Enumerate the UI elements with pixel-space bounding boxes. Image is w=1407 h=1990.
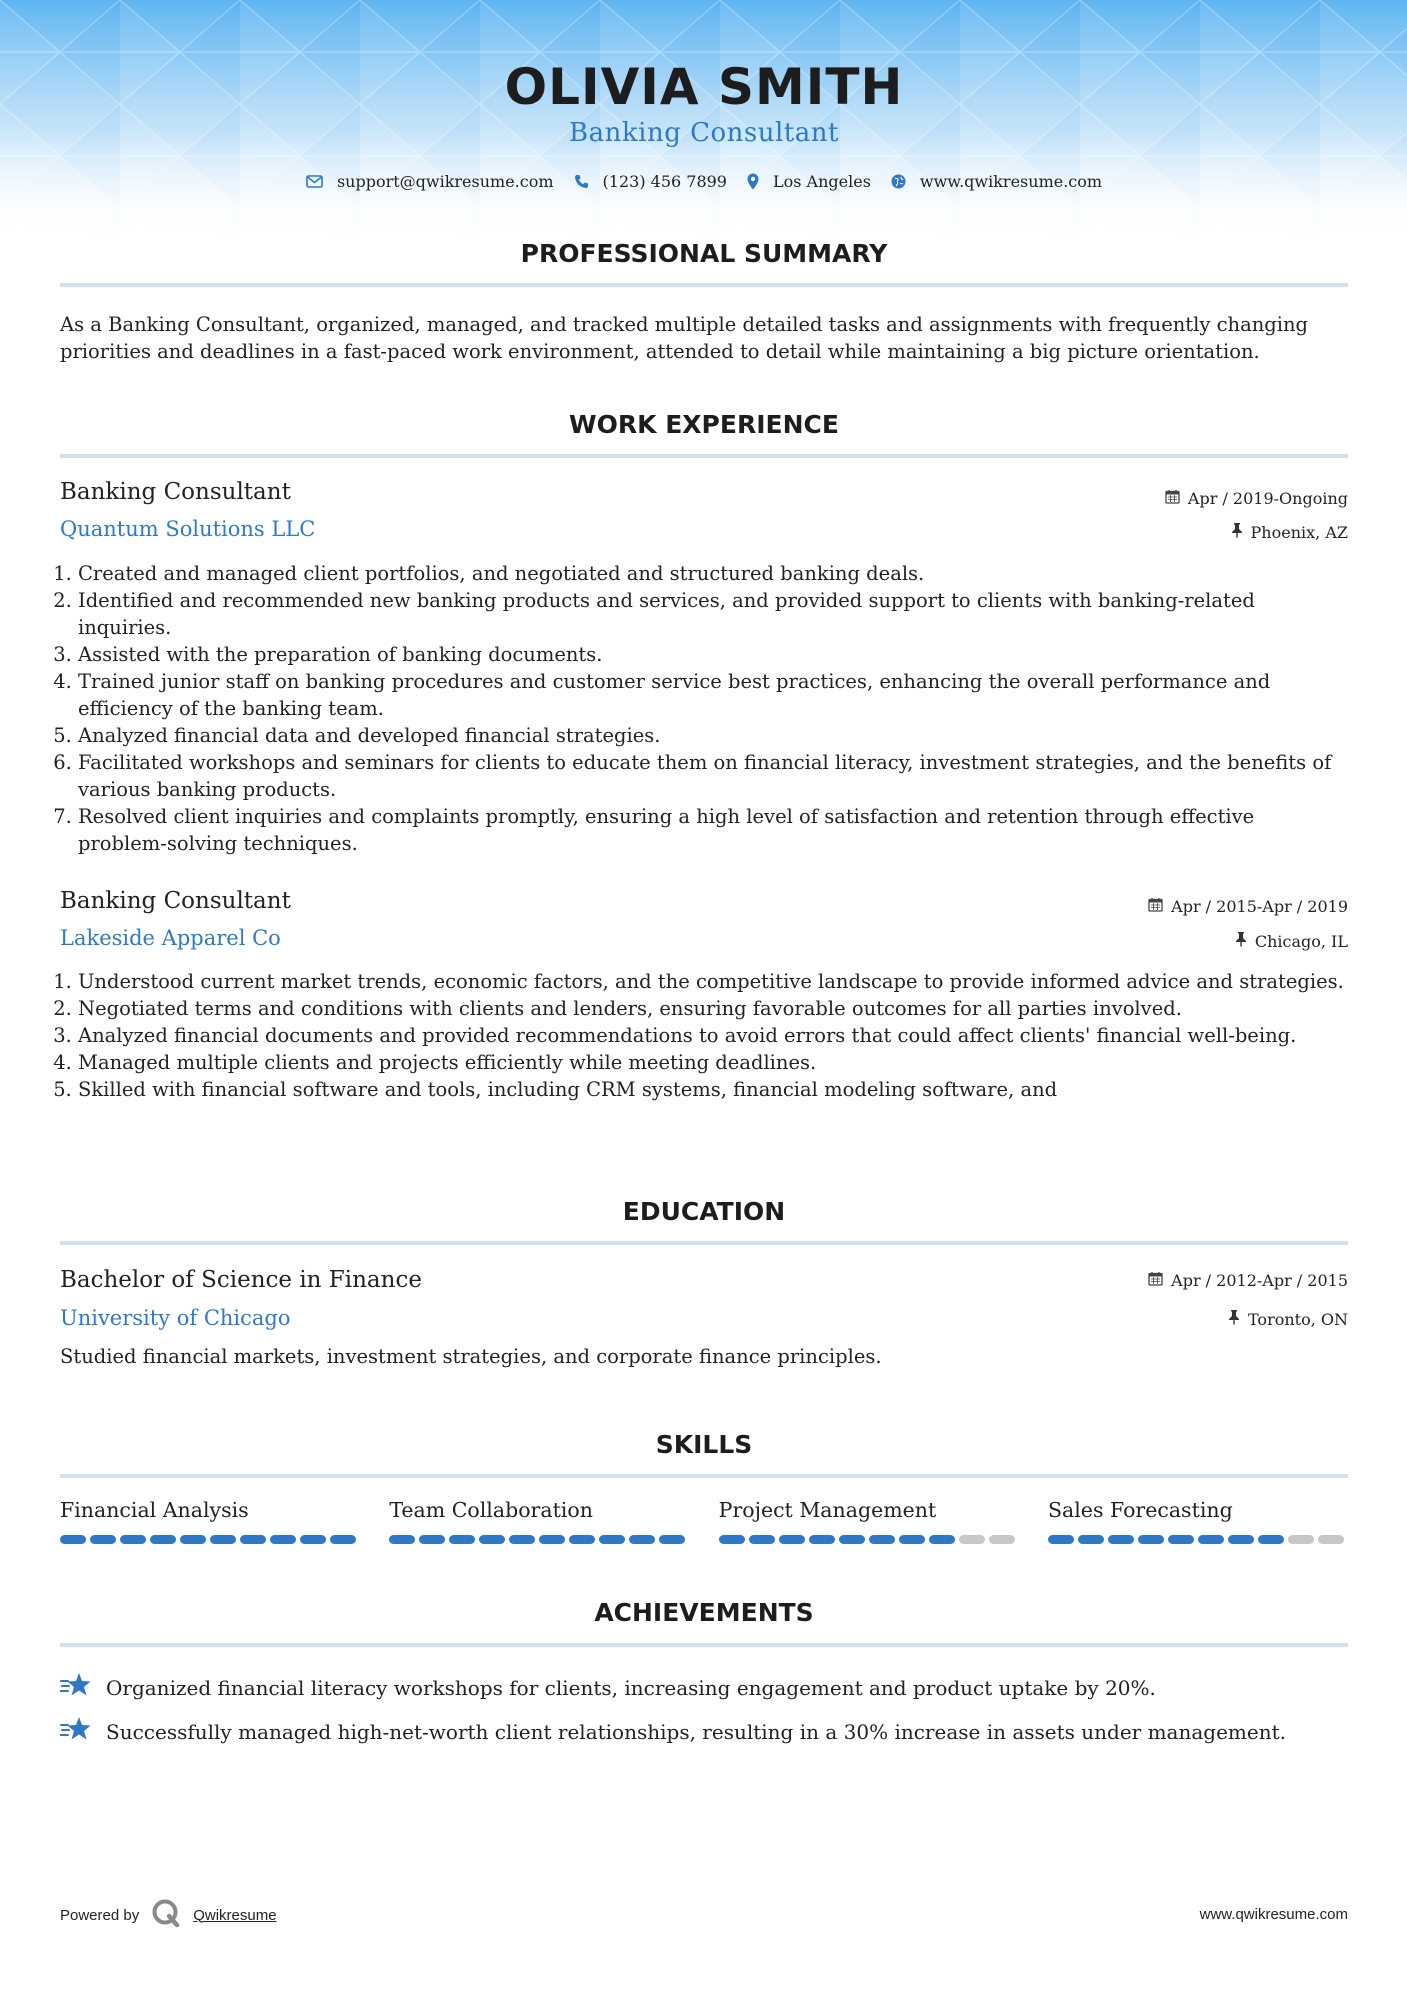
powered-by-label: Powered by — [60, 1906, 140, 1924]
job-2-bullet: 3. Analyzed financial documents and provided recommendations to avoid errors that could affect clients' financial well-being. — [78, 1022, 1348, 1049]
job-2-location-text: Chicago, IL — [1254, 931, 1348, 951]
pushpin-icon — [1228, 1309, 1240, 1329]
job-1-bullet: 1. Created and managed client portfolios, and negotiated and structured banking deals. — [78, 560, 1348, 587]
education-degree: Bachelor of Science in Finance — [60, 1267, 422, 1293]
contact-phone[interactable] — [574, 172, 727, 191]
job-1-bullet: 7. Resolved client inquiries and complaints promptly, ensuring a high level of satisfaction and retention through effective problem-solving techniques. — [78, 803, 1348, 857]
skill-dot-filled — [1228, 1535, 1254, 1544]
job-2-bullet: 2. Negotiated terms and conditions with clients and lenders, ensuring favorable outcomes for all parties involved. — [78, 995, 1348, 1022]
globe-icon — [891, 174, 906, 189]
job-2-title: Banking Consultant — [60, 888, 291, 914]
skill-dot-filled — [330, 1535, 356, 1544]
job-2-bullet: 1. Understood current market trends, economic factors, and the competitive landscape to provide informed advice and strategies. — [78, 968, 1348, 995]
summary-heading: PROFESSIONAL SUMMARY — [520, 239, 888, 268]
job-1-bullet: 2. Identified and recommended new banking products and services, and provided support to clients with banking-related inquiries. — [78, 587, 1348, 641]
skill-dot-empty — [989, 1535, 1015, 1544]
job-1-dates-text: Apr / 2019-Ongoing — [1187, 489, 1348, 508]
skill-name: Financial Analysis — [60, 1498, 249, 1522]
skill-dot-filled — [449, 1535, 475, 1544]
skill-dot-filled — [240, 1535, 266, 1544]
skill-dot-filled — [120, 1535, 146, 1544]
job-1-company: Quantum Solutions LLC — [60, 517, 316, 541]
skill-rating — [389, 1535, 689, 1544]
experience-heading: WORK EXPERIENCE — [569, 410, 839, 439]
skill-name: Team Collaboration — [389, 1498, 593, 1522]
experience-divider — [60, 454, 1348, 458]
education-location — [1228, 1309, 1348, 1329]
qwikresume-logo-icon — [151, 1898, 181, 1932]
education-heading: EDUCATION — [622, 1197, 786, 1226]
skill-dot-filled — [389, 1535, 415, 1544]
job-1-location — [1231, 522, 1348, 542]
pushpin-icon — [1235, 931, 1247, 951]
star-icon — [60, 1716, 92, 1747]
skill-rating — [719, 1535, 1019, 1544]
job-1-bullet: 4. Trained junior staff on banking procedures and customer service best practices, enhancing the overall performance and efficiency of the banking team. — [78, 668, 1348, 722]
skill-dot-empty — [1318, 1535, 1344, 1544]
skill-dot-filled — [719, 1535, 745, 1544]
skill-dot-filled — [90, 1535, 116, 1544]
calendar-icon — [1148, 1271, 1163, 1290]
skill-dot-filled — [659, 1535, 685, 1544]
footer-powered-by — [60, 1898, 277, 1932]
skill-dot-filled — [1198, 1535, 1224, 1544]
skill-dot-filled — [809, 1535, 835, 1544]
contact-bar — [60, 172, 1348, 191]
skills-heading: SKILLS — [655, 1430, 753, 1459]
star-icon — [60, 1672, 92, 1703]
skill-dot-empty — [1288, 1535, 1314, 1544]
education-description: Studied financial markets, investment strategies, and corporate finance principles. — [60, 1345, 882, 1368]
skill-dot-filled — [1168, 1535, 1194, 1544]
skill-dot-filled — [599, 1535, 625, 1544]
map-pin-icon — [747, 173, 759, 190]
skill-dot-filled — [1048, 1535, 1074, 1544]
education-location-text: Toronto, ON — [1248, 1309, 1348, 1329]
achievement-text: Organized financial literacy workshops for clients, increasing engagement and product uptake by 20%. — [106, 1675, 1156, 1700]
summary-divider — [60, 283, 1348, 287]
achievement-text: Successfully managed high-net-worth client relationships, resulting in a 30% increase in assets under management. — [106, 1719, 1286, 1744]
achievement-item — [60, 1672, 1156, 1703]
contact-location-text: Los Angeles — [772, 172, 871, 191]
skill-dot-empty — [959, 1535, 985, 1544]
skill-dot-filled — [779, 1535, 805, 1544]
skill-dot-filled — [569, 1535, 595, 1544]
calendar-icon — [1165, 489, 1180, 508]
job-2-bullet: 5. Skilled with financial software and tools, including CRM systems, financial modeling software, and — [78, 1076, 1348, 1103]
skills-list — [60, 1498, 1348, 1544]
job-2-company: Lakeside Apparel Co — [60, 926, 281, 950]
job-2-bullets — [60, 968, 1348, 1103]
footer-website[interactable]: www.qwikresume.com — [1199, 1906, 1348, 1923]
phone-icon — [574, 174, 589, 189]
candidate-name: OLIVIA SMITH — [504, 58, 904, 116]
skill-dot-filled — [60, 1535, 86, 1544]
pushpin-icon — [1231, 522, 1243, 542]
skill-dot-filled — [539, 1535, 565, 1544]
achievement-item — [60, 1716, 1286, 1747]
summary-text: As a Banking Consultant, organized, managed, and tracked multiple detailed tasks and assignments with frequently changing priorities and deadlines in a fast-paced work environment, attended to detail while maintaining a big picture orientation. — [60, 313, 1309, 363]
skill-dot-filled — [1138, 1535, 1164, 1544]
skill-dot-filled — [180, 1535, 206, 1544]
skill-dot-filled — [869, 1535, 895, 1544]
contact-phone-text: (123) 456 7899 — [602, 172, 727, 191]
job-1-dates — [1165, 489, 1348, 508]
job-1-bullet: 3. Assisted with the preparation of banking documents. — [78, 641, 1348, 668]
skill-name: Project Management — [718, 1498, 937, 1522]
skill-rating — [1048, 1535, 1348, 1544]
job-1-bullet: 6. Facilitated workshops and seminars for clients to educate them on financial literacy, investment strategies, and the benefits of various banking products. — [78, 749, 1348, 803]
skill-dot-filled — [629, 1535, 655, 1544]
education-divider — [60, 1241, 1348, 1245]
job-2-bullet: 4. Managed multiple clients and projects efficiently while meeting deadlines. — [78, 1049, 1348, 1076]
job-1-title: Banking Consultant — [60, 479, 291, 505]
skills-divider — [60, 1474, 1348, 1478]
job-2-location — [1235, 931, 1348, 951]
skill-name: Sales Forecasting — [1047, 1498, 1233, 1522]
job-2-dates — [1148, 897, 1348, 916]
skill-item — [1048, 1498, 1348, 1544]
skill-dot-filled — [509, 1535, 535, 1544]
envelope-icon — [306, 175, 323, 188]
contact-email-text: support@qwikresume.com — [336, 172, 554, 191]
skill-dot-filled — [1258, 1535, 1284, 1544]
skill-dot-filled — [300, 1535, 326, 1544]
contact-website[interactable] — [891, 172, 1102, 191]
contact-email[interactable] — [306, 172, 554, 191]
skill-dot-filled — [419, 1535, 445, 1544]
skill-dot-filled — [479, 1535, 505, 1544]
skill-rating — [60, 1535, 360, 1544]
qwikresume-link[interactable]: Qwikresume — [193, 1906, 277, 1924]
skill-item — [60, 1498, 360, 1544]
job-2-dates-text: Apr / 2015-Apr / 2019 — [1171, 897, 1348, 916]
skill-dot-filled — [899, 1535, 925, 1544]
skill-item — [389, 1498, 689, 1544]
education-school: University of Chicago — [60, 1306, 291, 1330]
skill-dot-filled — [270, 1535, 296, 1544]
education-dates — [1148, 1271, 1348, 1290]
skill-dot-filled — [839, 1535, 865, 1544]
job-1-bullets — [60, 560, 1348, 857]
job-1-location-text: Phoenix, AZ — [1250, 522, 1348, 542]
job-1-bullet: 5. Analyzed financial data and developed financial strategies. — [78, 722, 1348, 749]
skill-dot-filled — [210, 1535, 236, 1544]
education-dates-text: Apr / 2012-Apr / 2015 — [1171, 1271, 1348, 1290]
achievements-heading: ACHIEVEMENTS — [594, 1598, 814, 1627]
skill-dot-filled — [749, 1535, 775, 1544]
contact-website-text: www.qwikresume.com — [919, 172, 1103, 191]
skill-dot-filled — [1108, 1535, 1134, 1544]
skill-dot-filled — [150, 1535, 176, 1544]
calendar-icon — [1148, 897, 1163, 916]
skill-item — [719, 1498, 1019, 1544]
contact-location — [747, 172, 871, 191]
skill-dot-filled — [929, 1535, 955, 1544]
achievements-divider — [60, 1643, 1348, 1647]
skill-dot-filled — [1078, 1535, 1104, 1544]
candidate-title: Banking Consultant — [569, 118, 839, 148]
